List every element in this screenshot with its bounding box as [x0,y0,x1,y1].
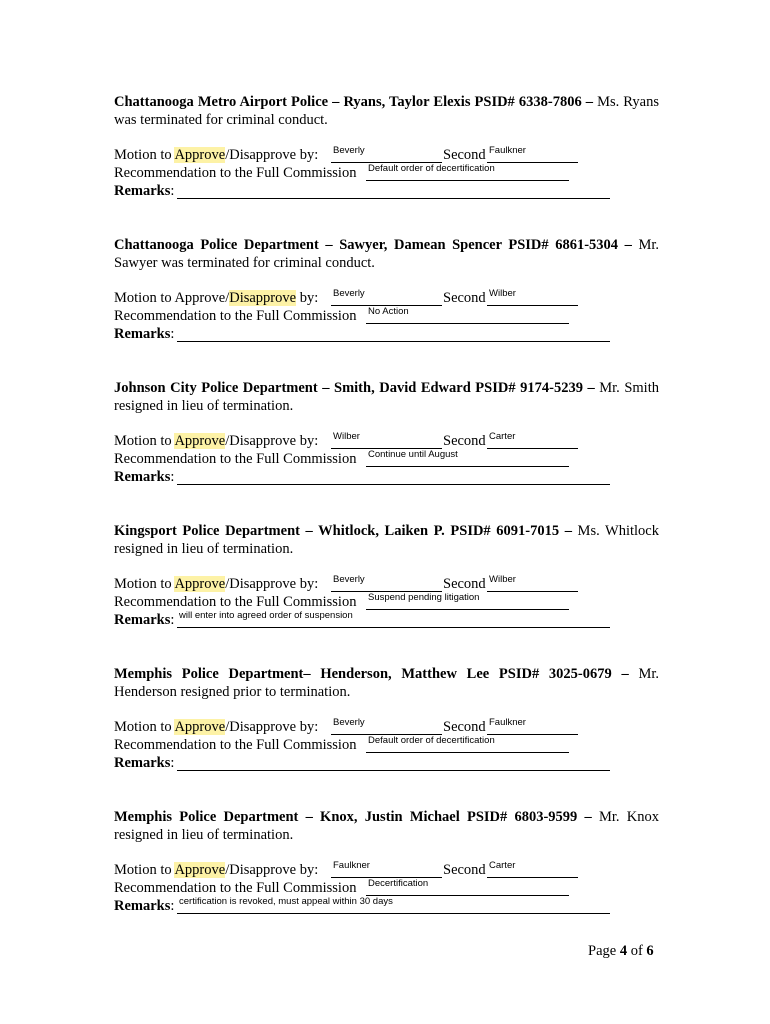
recommendation-line [114,593,659,611]
remarks-field[interactable] [177,612,610,628]
second-value: Carter [489,860,516,871]
record-heading [114,808,659,844]
remarks-colon: : [170,755,175,771]
remarks-value: certification is revoked, must appeal within 30 days [179,896,393,907]
slash-text: / [225,862,230,878]
disapprove-option[interactable]: Disapprove [229,433,297,449]
motion-by-field[interactable] [331,147,442,163]
record-summary: Mr. Henderson resigned prior to termination. [114,666,660,700]
recommendation-value: Default order of decertification [368,735,495,746]
recommendation-label: Recommendation to the Full Commission [114,308,357,324]
by-text: by: [296,719,319,735]
agency-name: Memphis Police Department – Knox, Justin Michael PSID# 6803-9599 – [114,809,592,825]
record-summary: Mr. Sawyer was terminated for criminal conduct. [114,237,659,271]
recommendation-label: Recommendation to the Full Commission [114,880,357,896]
second-field[interactable] [487,433,578,449]
recommendation-label: Recommendation to the Full Commission [114,594,357,610]
remarks-field[interactable] [177,183,610,199]
page-footer [588,942,654,960]
recommendation-value: No Action [368,306,409,317]
remarks-label [114,611,174,629]
record-heading [114,236,659,272]
record-block [114,665,659,772]
second-label: Second [443,433,486,449]
remarks-label-text: Remarks [114,183,171,199]
disapprove-option[interactable]: Disapprove [229,719,297,735]
second-value: Wilber [489,288,516,299]
record-heading [114,665,659,701]
agency-name: Chattanooga Police Department – Sawyer, Damean Spencer PSID# 6861-5304 – [114,237,632,253]
agency-name: Kingsport Police Department – Whitlock, Laiken P. PSID# 6091-7015 – [114,523,572,539]
motion-by-value: Beverly [333,574,365,585]
by-text: by: [296,576,319,592]
record-block [114,379,659,486]
remarks-line [114,611,659,629]
motion-by-field[interactable] [331,290,442,306]
recommendation-line [114,879,659,897]
motion-line [114,575,659,593]
recommendation-value: Decertification [368,878,429,889]
page-word: Page [588,943,620,959]
recommendation-field[interactable] [366,308,569,324]
remarks-colon: : [170,326,175,342]
remarks-label-text: Remarks [114,612,171,628]
recommendation-field[interactable] [366,165,569,181]
second-label: Second [443,147,486,163]
motion-by-field[interactable] [331,719,442,735]
remarks-label [114,897,174,915]
motion-label [114,718,318,736]
motion-by-value: Faulkner [333,860,370,871]
motion-by-field[interactable] [331,576,442,592]
recommendation-value: Continue until August [368,449,458,460]
recommendation-label: Recommendation to the Full Commission [114,737,357,753]
record-summary: Ms. Ryans was terminated for criminal conduct. [114,94,659,128]
remarks-label [114,182,174,200]
second-value: Faulkner [489,717,526,728]
record-block [114,808,659,915]
record-block [114,236,659,343]
approve-option[interactable]: Approve [174,433,226,449]
remarks-label-text: Remarks [114,898,171,914]
second-value: Carter [489,431,516,442]
approve-option[interactable]: Approve [174,147,226,163]
second-field[interactable] [487,576,578,592]
remarks-label-text: Remarks [114,469,171,485]
record-heading [114,93,659,129]
page-number: 4 [619,943,628,959]
motion-line [114,861,659,879]
second-label: Second [443,862,486,878]
recommendation-line [114,450,659,468]
record-block [114,522,659,629]
motion-by-field[interactable] [331,433,442,449]
remarks-line [114,325,659,343]
recommendation-line [114,736,659,754]
remarks-colon: : [170,898,175,914]
recommendation-label: Recommendation to the Full Commission [114,165,357,181]
record-summary: Ms. Whitlock resigned in lieu of termination. [114,523,659,557]
motion-by-value: Beverly [333,717,365,728]
slash-text: / [225,147,230,163]
motion-line [114,718,659,736]
motion-prefix-text: Motion to [114,290,175,306]
recommendation-label: Recommendation to the Full Commission [114,451,357,467]
motion-prefix-text: Motion to [114,719,175,735]
motion-label [114,575,318,593]
motion-prefix-text: Motion to [114,147,175,163]
remarks-label [114,754,174,772]
record-heading [114,379,659,415]
second-field[interactable] [487,147,578,163]
slash-text: / [225,719,230,735]
remarks-label-text: Remarks [114,326,171,342]
agency-name: Memphis Police Department– Henderson, Matthew Lee PSID# 3025-0679 – [114,666,629,682]
disapprove-option[interactable]: Disapprove [229,862,297,878]
remarks-colon: : [170,612,175,628]
disapprove-option[interactable]: Disapprove [229,290,297,306]
by-text: by: [296,862,319,878]
recommendation-field[interactable] [366,737,569,753]
motion-by-value: Beverly [333,288,365,299]
recommendation-field[interactable] [366,880,569,896]
recommendation-line [114,164,659,182]
by-text: by: [296,433,319,449]
remarks-field[interactable] [177,326,610,342]
recommendation-value: Default order of decertification [368,163,495,174]
record-heading [114,522,659,558]
remarks-label-text: Remarks [114,755,171,771]
remarks-line [114,897,659,915]
motion-by-field[interactable] [331,862,442,878]
remarks-line [114,468,659,486]
motion-prefix-text: Motion to [114,862,175,878]
motion-by-value: Wilber [333,431,360,442]
agency-name: Chattanooga Metro Airport Police – Ryans, Taylor Elexis PSID# 6338-7806 – [114,94,594,110]
motion-label [114,432,318,450]
motion-line [114,432,659,450]
remarks-field[interactable] [177,469,610,485]
recommendation-line [114,307,659,325]
approve-option[interactable]: Approve [174,290,226,306]
motion-line [114,146,659,164]
remarks-label [114,468,174,486]
remarks-colon: : [170,183,175,199]
slash-text: / [225,576,230,592]
slash-text: / [225,433,230,449]
motion-label [114,146,318,164]
remarks-label [114,325,174,343]
remarks-field[interactable] [177,898,610,914]
second-field[interactable] [487,862,578,878]
agency-name: Johnson City Police Department – Smith, David Edward PSID# 9174-5239 – [114,380,595,396]
by-text: by: [296,290,319,306]
remarks-line [114,182,659,200]
disapprove-option[interactable]: Disapprove [229,576,297,592]
remarks-colon: : [170,469,175,485]
approve-option[interactable]: Approve [174,862,226,878]
approve-option[interactable]: Approve [174,576,226,592]
of-word: of [627,943,647,959]
record-summary: Mr. Smith resigned in lieu of termination. [114,380,659,414]
motion-prefix-text: Motion to [114,576,175,592]
motion-line [114,289,659,307]
remarks-field[interactable] [177,755,610,771]
approve-option[interactable]: Approve [174,719,226,735]
motion-label [114,861,318,879]
record-block [114,93,659,200]
second-field[interactable] [487,290,578,306]
motion-by-value: Beverly [333,145,365,156]
recommendation-field[interactable] [366,594,569,610]
motion-prefix-text: Motion to [114,433,175,449]
motion-label [114,289,318,307]
second-label: Second [443,576,486,592]
second-label: Second [443,719,486,735]
by-text: by: [296,147,319,163]
remarks-line [114,754,659,772]
second-field[interactable] [487,719,578,735]
slash-text: / [225,290,230,306]
record-summary: Mr. Knox resigned in lieu of termination. [114,809,659,843]
page-total: 6 [646,943,654,959]
second-value: Wilber [489,574,516,585]
remarks-value: will enter into agreed order of suspension [179,610,353,621]
disapprove-option[interactable]: Disapprove [229,147,297,163]
second-value: Faulkner [489,145,526,156]
recommendation-value: Suspend pending litigation [368,592,480,603]
recommendation-field[interactable] [366,451,569,467]
second-label: Second [443,290,486,306]
